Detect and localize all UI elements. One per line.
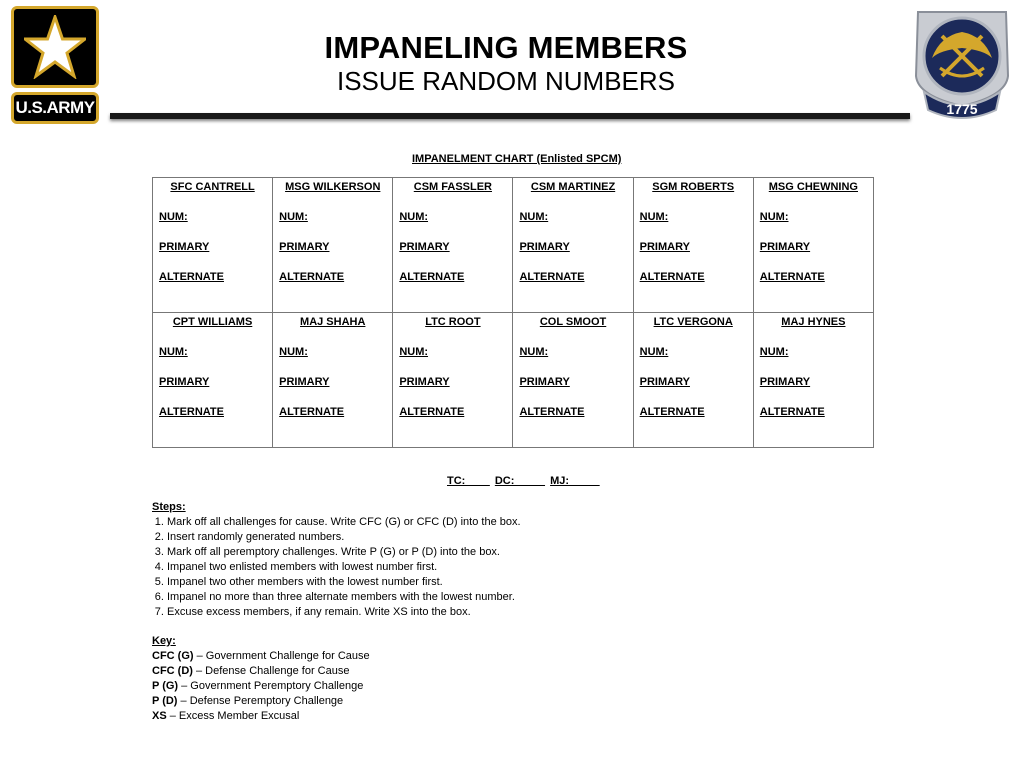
alternate-label: ALTERNATE — [399, 406, 465, 418]
primary-label: PRIMARY — [639, 376, 690, 388]
key-description: – Excess Member Excusal — [166, 710, 300, 722]
key-entry — [152, 664, 370, 679]
member-cell[interactable] — [633, 313, 753, 448]
page-title: IMPANELING MEMBERS — [324, 30, 688, 65]
num-label: NUM: — [759, 346, 789, 358]
alternate-label: ALTERNATE — [639, 406, 705, 418]
jag-corps-crest-icon — [910, 6, 1014, 124]
page-subtitle: ISSUE RANDOM NUMBERS — [336, 66, 676, 96]
member-cell[interactable] — [153, 178, 273, 313]
army-star-icon — [11, 6, 99, 88]
key-code: P (D) — [152, 695, 178, 707]
num-label: NUM: — [399, 211, 429, 223]
step-item: 7. Excuse excess members, if any remain. Write XS into the box. — [167, 605, 521, 620]
key-description: – Defense Peremptory Challenge — [177, 695, 344, 707]
us-army-logo — [11, 6, 99, 124]
primary-label: PRIMARY — [759, 376, 811, 388]
num-label: NUM: — [279, 346, 308, 358]
key-heading: Key: — [152, 635, 176, 647]
member-cell[interactable] — [273, 313, 393, 448]
num-label: NUM: — [399, 346, 429, 358]
steps-heading: Steps: — [152, 501, 186, 513]
member-name: SGM ROBERTS — [652, 181, 735, 193]
primary-label: PRIMARY — [279, 241, 330, 253]
member-cell[interactable] — [753, 178, 873, 313]
member-name: MAJ HYNES — [781, 316, 846, 328]
member-cell[interactable] — [393, 313, 513, 448]
chart-title: IMPANELMENT CHART (Enlisted SPCM) — [412, 153, 622, 165]
primary-label: PRIMARY — [399, 241, 450, 253]
step-item: 4. Impanel two enlisted members with lowest number first. — [167, 560, 521, 575]
primary-label: PRIMARY — [519, 241, 570, 253]
dc-field: DC:_____ — [494, 475, 545, 487]
key-code: XS — [152, 710, 167, 722]
key-section — [152, 634, 370, 724]
tally-line — [447, 475, 602, 487]
num-label: NUM: — [519, 346, 549, 358]
member-name: CSM FASSLER — [413, 181, 492, 193]
key-code: CFC (D) — [152, 665, 193, 677]
primary-label: PRIMARY — [519, 376, 570, 388]
alternate-label: ALTERNATE — [159, 271, 224, 283]
member-name: CPT WILLIAMS — [172, 316, 253, 328]
step-item: 5. Impanel two other members with the lowest number first. — [167, 575, 521, 590]
member-cell[interactable] — [273, 178, 393, 313]
member-name: MAJ SHAHA — [300, 316, 366, 328]
crest-year: 1775 — [946, 101, 978, 117]
primary-label: PRIMARY — [639, 241, 690, 253]
primary-label: PRIMARY — [159, 376, 210, 388]
key-description: – Government Peremptory Challenge — [178, 680, 364, 692]
member-name: LTC ROOT — [425, 316, 481, 328]
member-name: MSG WILKERSON — [285, 181, 381, 193]
member-name: CSM MARTINEZ — [530, 181, 616, 193]
key-code: CFC (G) — [152, 650, 194, 662]
mj-field: MJ:_____ — [550, 475, 600, 487]
chart-row — [153, 178, 874, 313]
member-cell[interactable] — [513, 178, 633, 313]
primary-label: PRIMARY — [279, 376, 330, 388]
alternate-label: ALTERNATE — [759, 271, 825, 283]
primary-label: PRIMARY — [399, 376, 450, 388]
alternate-label: ALTERNATE — [639, 271, 705, 283]
num-label: NUM: — [159, 211, 188, 223]
num-label: NUM: — [639, 211, 669, 223]
key-entry — [152, 694, 370, 709]
key-entry — [152, 709, 370, 724]
member-cell[interactable] — [753, 313, 873, 448]
key-entry — [152, 679, 370, 694]
chart-row — [153, 313, 874, 448]
alternate-label: ALTERNATE — [399, 271, 465, 283]
member-cell[interactable] — [513, 313, 633, 448]
key-entry — [152, 649, 370, 664]
tc-field: TC:____ — [447, 475, 490, 487]
key-list — [152, 649, 370, 724]
step-item: 3. Mark off all peremptory challenges. Write P (G) or P (D) into the box. — [167, 545, 521, 560]
step-item: 1. Mark off all challenges for cause. Write CFC (G) or CFC (D) into the box. — [167, 515, 521, 530]
key-code: P (G) — [152, 680, 179, 692]
army-wordmark: U.S.ARMY — [11, 92, 99, 124]
member-name: LTC VERGONA — [653, 316, 733, 328]
alternate-label: ALTERNATE — [159, 406, 224, 418]
header-divider — [110, 113, 910, 119]
num-label: NUM: — [519, 211, 549, 223]
member-cell[interactable] — [633, 178, 753, 313]
num-label: NUM: — [759, 211, 789, 223]
member-cell[interactable] — [153, 313, 273, 448]
member-name: SFC CANTRELL — [170, 181, 255, 193]
primary-label: PRIMARY — [159, 241, 210, 253]
primary-label: PRIMARY — [759, 241, 811, 253]
key-description: – Government Challenge for Cause — [193, 650, 370, 662]
impanelment-chart — [152, 177, 874, 448]
step-item: 2. Insert randomly generated numbers. — [167, 530, 521, 545]
alternate-label: ALTERNATE — [519, 406, 585, 418]
member-cell[interactable] — [393, 178, 513, 313]
key-description: – Defense Challenge for Cause — [192, 665, 350, 677]
num-label: NUM: — [639, 346, 669, 358]
alternate-label: ALTERNATE — [519, 271, 585, 283]
member-name: MSG CHEWNING — [768, 181, 858, 193]
num-label: NUM: — [279, 211, 308, 223]
steps-list — [152, 515, 521, 620]
num-label: NUM: — [159, 346, 188, 358]
alternate-label: ALTERNATE — [759, 406, 825, 418]
alternate-label: ALTERNATE — [279, 271, 345, 283]
alternate-label: ALTERNATE — [279, 406, 345, 418]
steps-section — [152, 500, 521, 620]
member-name: COL SMOOT — [539, 316, 607, 328]
step-item: 6. Impanel no more than three alternate members with the lowest number. — [167, 590, 521, 605]
